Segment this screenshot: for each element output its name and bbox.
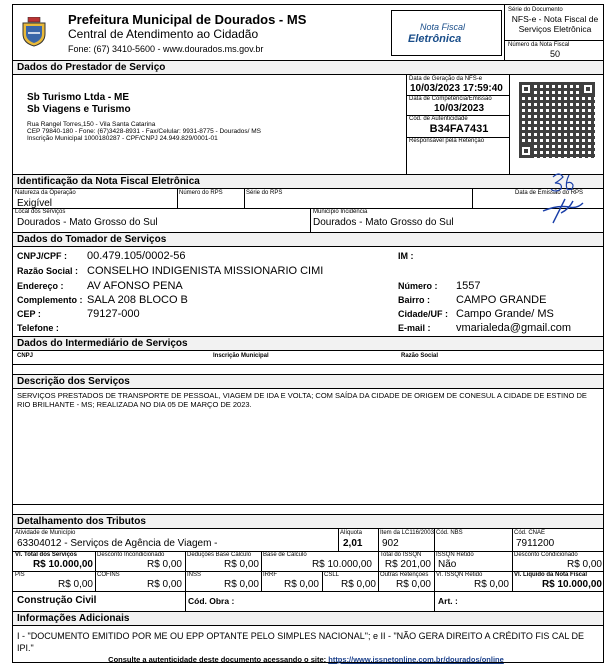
cnpj-value: 00.479.105/0002-56: [87, 250, 186, 262]
numero-label: Número :: [398, 281, 438, 291]
contact-line: Fone: (67) 3410-5600 - www.dourados.ms.gov.br: [68, 44, 264, 54]
prestador-name: Sb Turismo Ltda - ME: [27, 92, 130, 103]
coat-of-arms-icon: [21, 17, 47, 47]
im-label: IM :: [398, 251, 414, 261]
autenticidade-value: B34FA7431: [429, 123, 489, 135]
serie-rps-label: Série do RPS: [246, 190, 283, 196]
cidade-label: Cidade/UF :: [398, 309, 449, 319]
geracao-label: Data de Geração da NFS-e: [409, 76, 483, 82]
adicionais-title: Informações Adicionais: [13, 612, 603, 626]
intermediario-inscricao-label: Inscrição Municipal: [213, 353, 269, 359]
prefeitura-title: Prefeitura Municipal de Dourados - MS: [68, 12, 307, 27]
desc-incond-label: Desconto Incondicionado: [97, 552, 165, 558]
logo-line1: Nota Fiscal: [420, 22, 466, 32]
nota-fiscal-logo: [391, 10, 502, 56]
cep-value: 79127-000: [87, 308, 140, 320]
total-servicos-value: R$ 10.000,00: [32, 559, 93, 570]
tomador-title: Dados do Tomador de Serviços: [13, 233, 603, 247]
document-number-box: [504, 5, 604, 61]
central-subtitle: Central de Atendimento ao Cidadão: [68, 27, 259, 41]
atividade-label: Atividade de Município: [15, 530, 76, 536]
obra-label: Cód. Obra :: [188, 596, 235, 606]
serie-value: NFS-e - Nota Fiscal de Serviços Eletrônica: [511, 14, 599, 34]
deducoes-label: Deduções Base Cálculo: [187, 552, 252, 558]
irrf-label: IRRF: [263, 572, 277, 578]
csll-value: R$ 0,00: [340, 579, 376, 590]
razao-label: Razão Social :: [17, 266, 79, 276]
endereco-label: Endereço :: [17, 281, 64, 291]
municipio-value: Dourados - Mato Grosso do Sul: [313, 217, 454, 228]
endereco-value: AV AFONSO PENA: [87, 280, 183, 292]
total-issqn-label: Total do ISSQN: [380, 552, 422, 558]
prestador-addr2: CEP 79840-180 - Fone: (67)3428-8931 - Fax/Celular: 9931-8775 - Dourados/ MS: [27, 128, 262, 135]
inss-label: INSS: [187, 572, 202, 578]
issqn-retido-value: Não: [438, 559, 457, 570]
prestador-addr3: Inscrição Municipal 1000180287 - CPF/CNPJ 24.949.829/0001-01: [27, 135, 218, 142]
vl-issqn-retido-value: R$ 0,00: [473, 579, 509, 590]
tomador-section: [13, 233, 603, 337]
competencia-label: Data de Competência/Emissão: [409, 96, 492, 102]
liquido-label: Vl. Líquido da Nota Fiscal: [514, 572, 588, 578]
atividade-value: 63304012 - Serviços de Agência de Viagem -: [17, 538, 218, 549]
inss-value: R$ 0,00: [223, 579, 259, 590]
tributos-section: [13, 515, 603, 612]
retencao-label: Responsável pela Retenção: [409, 138, 485, 144]
telefone-label: Telefone :: [17, 323, 59, 333]
lc-label: Item da LC116/2003: [380, 530, 434, 536]
qr-code-icon: [519, 82, 595, 158]
descricao-title: Descrição dos Serviços: [13, 375, 603, 389]
email-label: E-mail :: [398, 323, 431, 333]
local-label: Local dos Serviços: [15, 209, 66, 215]
competencia-value: 10/03/2023: [433, 103, 485, 114]
cofins-value: R$ 0,00: [146, 579, 182, 590]
aliquota-label: Alíquota: [340, 530, 363, 536]
cnpj-label: CNPJ/CPF :: [17, 251, 68, 261]
natureza-value: Exigível: [17, 198, 53, 209]
deducoes-value: R$ 0,00: [223, 559, 259, 570]
pis-value: R$ 0,00: [57, 579, 93, 590]
adicionais-text: I - "DOCUMENTO EMITIDO POR ME OU EPP OPTANTE PELO SIMPLES NACIONAL"; e II - "NÃO GERA DIREITO A CRÉDITO FIS CAL DE IPI.": [17, 631, 585, 653]
vl-issqn-retido-label: Vl. ISSQN Retido: [436, 572, 483, 578]
total-issqn-value: R$ 201,00: [384, 559, 431, 570]
outras-value: R$ 0,00: [395, 579, 431, 590]
cnae-value: 7911200: [516, 538, 555, 549]
desc-cond-value: R$ 0,00: [566, 559, 602, 570]
local-value: Dourados - Mato Grosso do Sul: [17, 217, 158, 228]
intermediario-section: [13, 337, 603, 365]
footer: [0, 655, 612, 664]
prestador-title: Dados do Prestador de Serviço: [13, 61, 603, 75]
art-label: Art. :: [438, 596, 458, 606]
bairro-label: Bairro :: [398, 295, 431, 305]
lc-value: 902: [382, 538, 399, 549]
document-header: [13, 5, 603, 61]
nfse-document: [12, 4, 604, 663]
logo-line2: Eletrônica: [408, 33, 462, 45]
identificacao-section: [13, 175, 603, 233]
prestador-addr1: Rua Rangel Torres,150 - Vila Santa Catarina: [27, 121, 156, 128]
bairro-value: CAMPO GRANDE: [456, 294, 547, 306]
base-label: Base de Cálculo: [263, 552, 307, 558]
desc-incond-value: R$ 0,00: [146, 559, 182, 570]
prestador-section: [13, 61, 603, 175]
tributos-title: Detalhamento dos Tributos: [13, 515, 603, 529]
intermediario-title: Dados do Intermediário de Serviços: [13, 337, 603, 351]
prestador-dates-box: [406, 75, 510, 174]
municipio-label: Município Incidência: [313, 209, 368, 215]
descricao-section: [13, 375, 603, 505]
handwritten-signature-icon: [539, 169, 589, 229]
numero-value: 50: [549, 49, 560, 59]
rps-label: Número do RPS: [179, 190, 223, 196]
natureza-label: Natureza da Operação: [15, 190, 76, 196]
cofins-label: COFINS: [97, 572, 120, 578]
nbs-label: Cód. NBS: [436, 530, 463, 536]
cep-label: CEP :: [17, 309, 41, 319]
construcao-label: Construção Civil: [17, 595, 97, 606]
base-value: R$ 10.000,00: [311, 559, 372, 570]
aliquota-value: 2,01: [343, 538, 363, 549]
geracao-value: 10/03/2023 17:59:40: [410, 83, 503, 94]
csll-label: CSLL: [324, 572, 340, 578]
numero-value: 1557: [456, 280, 481, 292]
desc-cond-label: Desconto Condicionado: [514, 552, 578, 558]
total-servicos-label: Vl. Total dos Serviços: [15, 552, 77, 558]
cnae-label: Cód. CNAE: [514, 530, 546, 536]
descricao-text: SERVIÇOS PRESTADOS DE TRANSPORTE DE PESSOAL, VIAGEM DE IDA E VOLTA; COM SAÍDA DA CIDADE DE ORIGEM DE CONESUL A CIDADE DE ESTINO DE RIO BRILHANTE - MS; REALIZADA NO DIA 05 DE MARÇO DE 2023.: [17, 391, 587, 409]
liquido-value: R$ 10.000,00: [541, 579, 602, 590]
intermediario-razao-label: Razão Social: [401, 353, 439, 359]
issqn-retido-label: ISSQN Retido: [436, 552, 474, 558]
cidade-value: Campo Grande/ MS: [456, 308, 554, 320]
identificacao-title: Identificação da Nota Fiscal Eletrônica: [13, 175, 603, 189]
emissao-rps-label: Data de Emissão do RPS: [515, 190, 584, 196]
footer-text: Consulte a autenticidade deste documento acessando o site:: [108, 655, 327, 664]
outras-label: Outras Retenções: [380, 572, 429, 578]
prestador-fantasia: Sb Viagens e Turismo: [27, 104, 131, 115]
complemento-label: Complemento :: [17, 295, 83, 305]
intermediario-cnpj-label: CNPJ: [17, 353, 34, 359]
irrf-value: R$ 0,00: [283, 579, 319, 590]
razao-value: CONSELHO INDIGENISTA MISSIONARIO CIMI: [87, 265, 324, 277]
autenticidade-label: Cód. de Autenticidade: [409, 116, 468, 122]
footer-link[interactable]: https://www.issnetonline.com.br/dourados/online: [328, 655, 504, 664]
pis-label: PIS: [15, 572, 25, 578]
serie-label: Série do Documento: [508, 7, 563, 13]
email-value: vmarialeda@gmail.com: [456, 322, 572, 334]
complemento-value: SALA 208 BLOCO B: [87, 294, 188, 306]
numero-label: Número da Nota Fiscal: [508, 42, 570, 48]
